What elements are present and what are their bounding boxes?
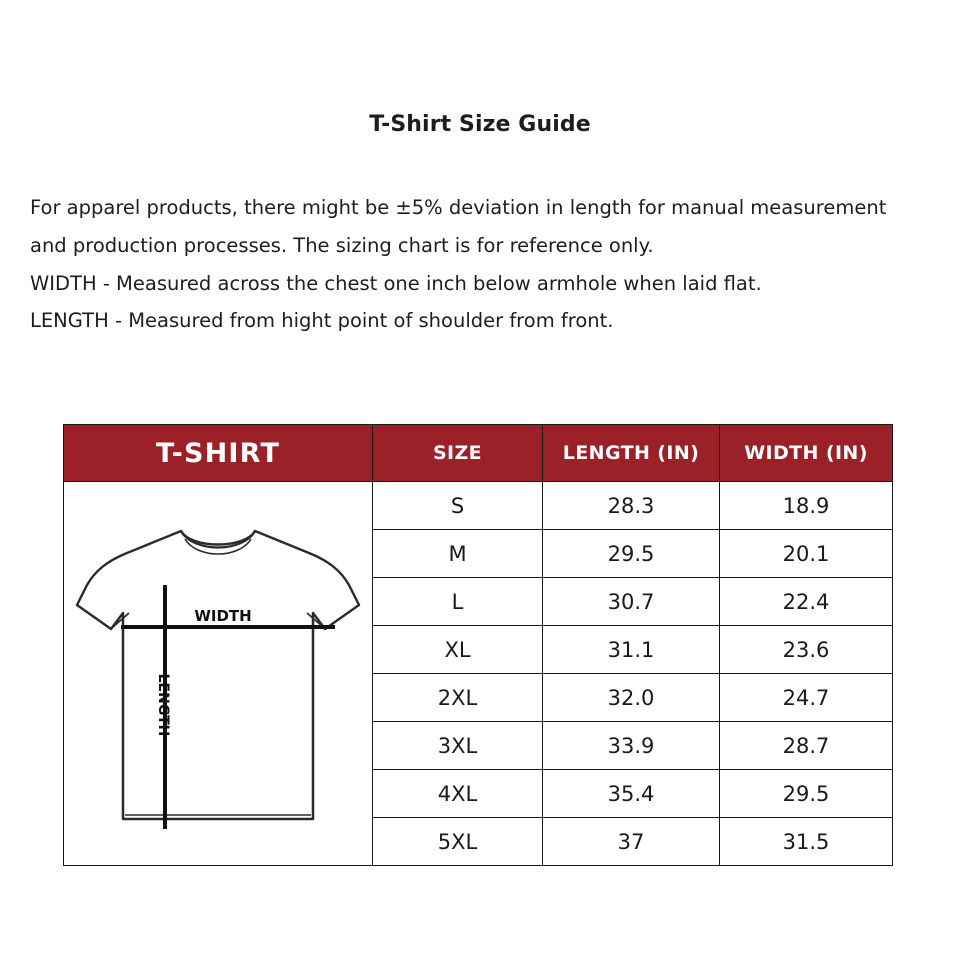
- column-header-size: SIZE: [373, 425, 543, 482]
- intro-paragraph-3: LENGTH - Measured from hight point of shoulder from front.: [30, 309, 614, 333]
- intro-text-block: [0, 137, 960, 340]
- cell-length: 29.5: [543, 530, 720, 578]
- cell-size: S: [373, 482, 543, 530]
- column-header-width: WIDTH (IN): [720, 425, 893, 482]
- cell-width: 24.7: [720, 674, 893, 722]
- cell-size: XL: [373, 626, 543, 674]
- intro-paragraph-1: For apparel products, there might be ±5% deviation in length for manual measurement and production processes. The sizing chart is for reference only.: [30, 196, 887, 257]
- size-table: [63, 424, 893, 866]
- table-header-row: [64, 425, 893, 482]
- intro-paragraph-2: WIDTH - Measured across the chest one inch below armhole when laid flat.: [30, 271, 762, 295]
- diagram-width-label: WIDTH: [194, 606, 252, 625]
- cell-size: M: [373, 530, 543, 578]
- cell-length: 31.1: [543, 626, 720, 674]
- cell-length: 28.3: [543, 482, 720, 530]
- cell-size: L: [373, 578, 543, 626]
- cell-length: 32.0: [543, 674, 720, 722]
- cell-size: 2XL: [373, 674, 543, 722]
- cell-length: 30.7: [543, 578, 720, 626]
- cell-width: 23.6: [720, 626, 893, 674]
- tshirt-diagram-cell: [64, 482, 373, 866]
- table-brand-header: T-SHIRT: [64, 425, 373, 482]
- cell-length: 37: [543, 818, 720, 866]
- cell-size: 3XL: [373, 722, 543, 770]
- table-row: [64, 482, 893, 530]
- cell-width: 18.9: [720, 482, 893, 530]
- page-title: T-Shirt Size Guide: [369, 112, 591, 137]
- tshirt-icon: [73, 509, 363, 839]
- cell-width: 31.5: [720, 818, 893, 866]
- cell-width: 20.1: [720, 530, 893, 578]
- diagram-length-label: LENGTH: [155, 673, 171, 736]
- size-table-wrapper: [63, 424, 893, 866]
- cell-width: 29.5: [720, 770, 893, 818]
- column-header-length: LENGTH (IN): [543, 425, 720, 482]
- cell-size: 5XL: [373, 818, 543, 866]
- cell-length: 35.4: [543, 770, 720, 818]
- cell-width: 28.7: [720, 722, 893, 770]
- cell-length: 33.9: [543, 722, 720, 770]
- cell-size: 4XL: [373, 770, 543, 818]
- cell-width: 22.4: [720, 578, 893, 626]
